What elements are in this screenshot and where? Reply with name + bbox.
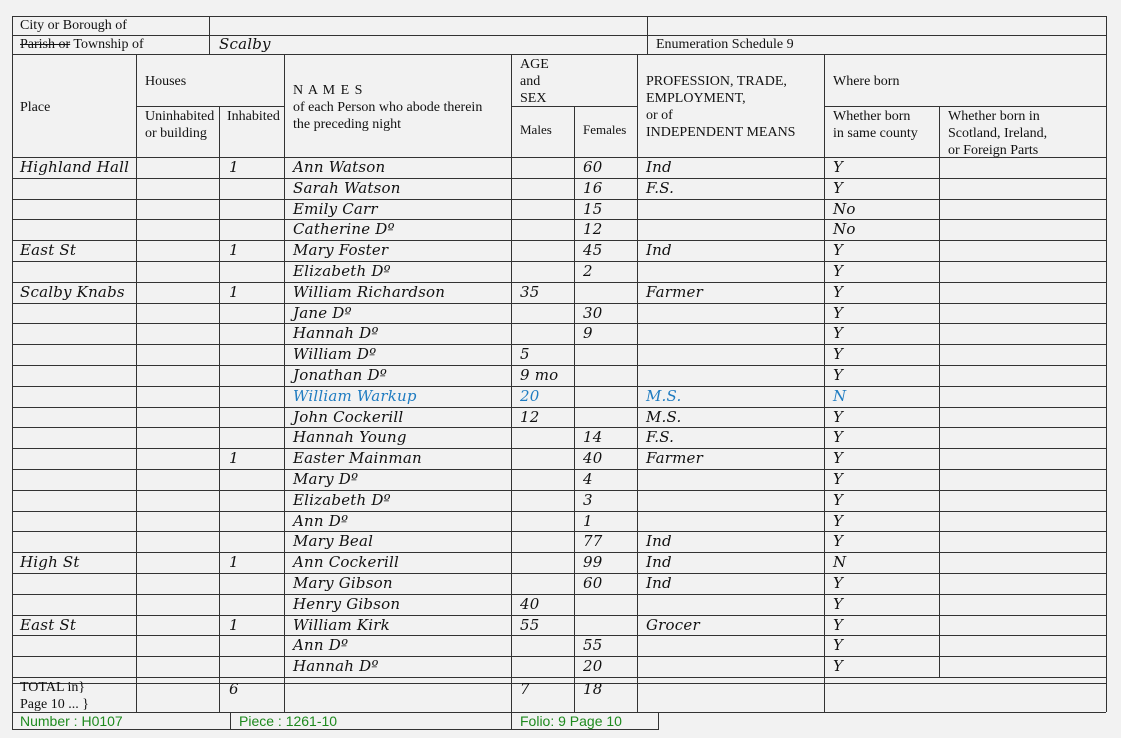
cell-females: 55 bbox=[583, 636, 603, 655]
township-value: Scalby bbox=[219, 35, 271, 53]
cell-county: Y bbox=[833, 574, 844, 592]
cell-females: 3 bbox=[583, 490, 593, 509]
cell-males: 9 mo bbox=[520, 366, 559, 384]
cell-profession: Ind bbox=[646, 553, 672, 572]
cell-county: Y bbox=[833, 407, 844, 426]
footer-folio: Folio: 9 Page 10 bbox=[520, 713, 622, 729]
cell-females: 20 bbox=[583, 657, 603, 676]
cell-profession: F.S. bbox=[646, 428, 675, 447]
uninhabited-header-1: Uninhabited bbox=[145, 109, 215, 124]
cell-inhabited: 1 bbox=[229, 615, 239, 634]
cell-county: Y bbox=[833, 594, 844, 613]
names-header-1: N A M E S bbox=[293, 83, 364, 98]
profession-header-3: or of bbox=[646, 108, 673, 123]
where-born-header: Where born bbox=[833, 74, 900, 89]
cell-place: East St bbox=[20, 241, 77, 260]
cell-profession: Ind bbox=[646, 574, 672, 592]
cell-profession: Ind bbox=[646, 241, 672, 260]
cell-county: Y bbox=[833, 532, 844, 551]
cell-females: 99 bbox=[583, 553, 603, 572]
profession-header-1: PROFESSION, TRADE, bbox=[646, 74, 787, 89]
cell-name: Sarah Watson bbox=[293, 178, 401, 197]
cell-females: 40 bbox=[583, 449, 603, 468]
cell-county: Y bbox=[833, 282, 844, 301]
cell-males: 40 bbox=[520, 594, 540, 613]
cell-inhabited: 1 bbox=[229, 158, 239, 176]
footer-piece: Piece : 1261-10 bbox=[239, 713, 338, 729]
cell-county: No bbox=[833, 199, 856, 218]
cell-name: Ann Dº bbox=[293, 636, 349, 655]
cell-name: Mary Gibson bbox=[293, 574, 393, 592]
cell-county: Y bbox=[833, 345, 844, 364]
parish-struck-label: Parish or bbox=[20, 37, 71, 52]
cell-males: 5 bbox=[520, 345, 530, 364]
foreign-header-1: Whether born in bbox=[948, 109, 1040, 124]
cell-inhabited: 1 bbox=[229, 241, 239, 260]
cell-females: 1 bbox=[583, 511, 593, 530]
cell-name: Hannah Young bbox=[293, 428, 407, 447]
houses-header: Houses bbox=[145, 74, 187, 89]
cell-profession: Farmer bbox=[646, 282, 703, 301]
total-label-1: TOTAL in} bbox=[20, 680, 86, 695]
cell-name: Elizabeth Dº bbox=[293, 490, 391, 509]
cell-inhabited: 1 bbox=[229, 553, 239, 572]
cell-county: Y bbox=[833, 449, 844, 468]
cell-name: Elizabeth Dº bbox=[293, 262, 391, 280]
cell-females: 30 bbox=[583, 303, 603, 322]
cell-name: William Warkup bbox=[293, 386, 417, 405]
cell-name: William Kirk bbox=[293, 615, 390, 634]
inhabited-header: Inhabited bbox=[227, 109, 280, 124]
profession-header-2: EMPLOYMENT, bbox=[646, 91, 746, 106]
profession-header-4: INDEPENDENT MEANS bbox=[646, 125, 796, 140]
cell-males: 12 bbox=[520, 407, 540, 426]
cell-county: Y bbox=[833, 470, 844, 488]
cell-name: John Cockerill bbox=[293, 407, 404, 426]
cell-males: 55 bbox=[520, 615, 540, 634]
cell-county: Y bbox=[833, 428, 844, 447]
total-males: 7 bbox=[520, 680, 530, 698]
cell-females: 60 bbox=[583, 158, 603, 176]
age-header-1: AGE bbox=[520, 57, 549, 72]
total-females: 18 bbox=[583, 680, 603, 698]
cell-inhabited: 1 bbox=[229, 449, 239, 468]
uninhabited-header-2: or building bbox=[145, 126, 207, 141]
cell-place: High St bbox=[20, 553, 80, 572]
township-label: Township of bbox=[70, 37, 144, 52]
same-county-header-1: Whether born bbox=[833, 109, 911, 124]
cell-name: Jonathan Dº bbox=[293, 366, 387, 384]
names-header-2: of each Person who abode therein bbox=[293, 100, 483, 115]
parish-township-label bbox=[20, 36, 144, 53]
cell-females: 45 bbox=[583, 241, 603, 260]
cell-name: Mary Beal bbox=[293, 532, 374, 551]
cell-females: 12 bbox=[583, 220, 603, 239]
cell-name: Ann Cockerill bbox=[293, 553, 399, 572]
cell-profession: F.S. bbox=[646, 178, 675, 197]
cell-name: Hannah Dº bbox=[293, 657, 379, 676]
cell-county: Y bbox=[833, 366, 844, 384]
same-county-header-2: in same county bbox=[833, 126, 918, 141]
cell-place: Highland Hall bbox=[20, 158, 130, 176]
cell-name: Mary Foster bbox=[293, 241, 389, 260]
cell-females: 4 bbox=[583, 470, 593, 488]
cell-county: Y bbox=[833, 657, 844, 676]
cell-name: Ann Dº bbox=[293, 511, 349, 530]
cell-county: Y bbox=[833, 158, 844, 176]
age-header-2: and bbox=[520, 74, 541, 89]
cell-males: 20 bbox=[520, 386, 540, 405]
cell-females: 77 bbox=[583, 532, 603, 551]
cell-females: 2 bbox=[583, 262, 593, 280]
cell-females: 14 bbox=[583, 428, 603, 447]
cell-county: No bbox=[833, 220, 856, 239]
place-header: Place bbox=[20, 100, 51, 115]
cell-inhabited: 1 bbox=[229, 282, 239, 301]
cell-name: Easter Mainman bbox=[293, 449, 422, 468]
cell-county: Y bbox=[833, 241, 844, 260]
cell-profession: Farmer bbox=[646, 449, 703, 468]
cell-name: Jane Dº bbox=[293, 303, 352, 322]
cell-profession: Ind bbox=[646, 532, 672, 551]
cell-profession: M.S. bbox=[646, 386, 682, 405]
cell-county: Y bbox=[833, 324, 844, 343]
cell-place: Scalby Knabs bbox=[20, 282, 125, 301]
cell-females: 60 bbox=[583, 574, 603, 592]
males-header: Males bbox=[520, 122, 552, 137]
cell-name: Mary Dº bbox=[293, 470, 359, 488]
cell-county: Y bbox=[833, 303, 844, 322]
total-inhabited: 6 bbox=[229, 680, 239, 698]
foreign-header-3: or Foreign Parts bbox=[948, 143, 1039, 158]
females-header: Females bbox=[583, 122, 627, 137]
cell-name: William Dº bbox=[293, 345, 377, 364]
cell-county: Y bbox=[833, 178, 844, 197]
cell-profession: M.S. bbox=[646, 407, 682, 426]
cell-name: Hannah Dº bbox=[293, 324, 379, 343]
total-label-2: Page 10 ... } bbox=[20, 697, 89, 712]
cell-county: N bbox=[833, 553, 847, 572]
enumeration-schedule: Enumeration Schedule 9 bbox=[656, 37, 794, 52]
cell-place: East St bbox=[20, 615, 77, 634]
cell-females: 9 bbox=[583, 324, 593, 343]
cell-county: N bbox=[833, 386, 847, 405]
cell-county: Y bbox=[833, 490, 844, 509]
footer-number: Number : H0107 bbox=[20, 713, 123, 729]
cell-county: Y bbox=[833, 511, 844, 530]
cell-county: Y bbox=[833, 262, 844, 280]
foreign-header-2: Scotland, Ireland, bbox=[948, 126, 1048, 141]
cell-name: William Richardson bbox=[293, 282, 446, 301]
cell-name: Emily Carr bbox=[293, 199, 378, 218]
cell-name: Catherine Dº bbox=[293, 220, 395, 239]
cell-profession: Ind bbox=[646, 158, 672, 176]
names-header-3: the preceding night bbox=[293, 117, 402, 132]
cell-females: 15 bbox=[583, 199, 603, 218]
cell-name: Ann Watson bbox=[293, 158, 386, 176]
age-header-3: SEX bbox=[520, 91, 547, 106]
city-label: City or Borough of bbox=[20, 18, 127, 33]
cell-name: Henry Gibson bbox=[293, 594, 401, 613]
cell-profession: Grocer bbox=[646, 615, 700, 634]
cell-county: Y bbox=[833, 636, 844, 655]
cell-females: 16 bbox=[583, 178, 603, 197]
cell-males: 35 bbox=[520, 282, 540, 301]
cell-county: Y bbox=[833, 615, 844, 634]
